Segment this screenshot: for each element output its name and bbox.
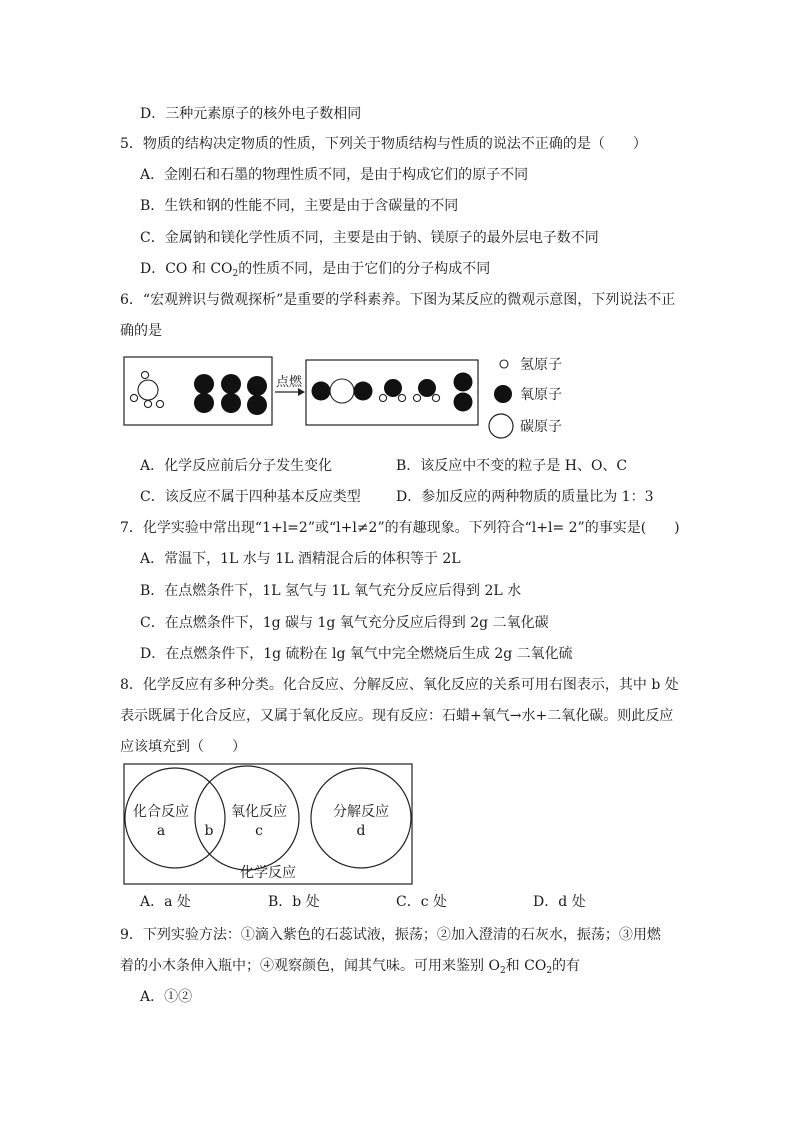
combination-label: 化合反应 [133, 804, 189, 820]
q5-stem: 5．物质的结构决定物质的性质，下列关于物质结构与性质的说法不正确的是（ ） [120, 136, 647, 152]
q6-option-d: D．参加反应的两种物质的质量比为 1：3 [396, 489, 654, 505]
q7-option-a: A．常温下，1L 水与 1L 酒精混合后的体积等于 2L [140, 551, 461, 567]
legend-oxygen-label: 氧原子 [520, 387, 562, 403]
q6-stem-line1: 6．“宏观辨识与微观探析”是重要的学科素养。下图为某反应的微观示意图，下列说法不正 [120, 292, 676, 308]
q5-option-a: A．金刚石和石墨的物理性质不同，是由于构成它们的原子不同 [140, 167, 529, 183]
q6-stem-line2: 确的是 [120, 323, 162, 339]
q8-stem-line3: 应该填充到（ ） [120, 739, 246, 755]
q8-option-c: C．c 处 [396, 894, 448, 910]
q5-option-d-sub: 2 [232, 269, 239, 279]
combination-letter: a [156, 823, 166, 839]
q5-option-d-pre: D．CO 和 CO [140, 261, 233, 277]
q9-stem-line2-post: 的有 [552, 958, 581, 974]
q7-option-d: D．在点燃条件下，1g 硫粉在 lg 氧气中完全燃烧后生成 2g 二氧化硫 [140, 646, 573, 662]
oxidation-letter: c [255, 823, 263, 839]
chemical-reaction-label: 化学反应 [240, 865, 296, 881]
q8-option-a: A．a 处 [140, 894, 191, 910]
q7-option-c: C．在点燃条件下，1g 碳与 1g 氧气充分反应后得到 2g 二氧化碳 [140, 615, 549, 631]
q5-option-b: B．生铁和钢的性能不同，主要是由于含碳量的不同 [140, 198, 459, 214]
oxidation-label: 氧化反应 [231, 804, 287, 820]
q9-option-a: A．①② [140, 989, 193, 1005]
q4-option-d: D．三种元素原子的核外电子数相同 [140, 106, 362, 122]
legend-hydrogen-label: 氢原子 [520, 357, 562, 373]
q6-option-a: A．化学反应前后分子发生变化 [140, 458, 333, 474]
arrow-label: 点燃 [275, 375, 303, 390]
q8-option-d: D．d 处 [533, 894, 586, 910]
q9-stem-line2-mid: 和 CO [505, 958, 547, 974]
q5-option-c: C．金属钠和镁化学性质不同，主要是由于钠、镁原子的最外层电子数不同 [140, 230, 599, 246]
q8-stem-line1: 8．化学反应有多种分类。化合反应、分解反应、氧化反应的关系可用右图表示，其中 b 处 [120, 677, 679, 693]
overlap-letter: b [204, 823, 214, 839]
q9-stem-line2 [120, 956, 580, 976]
q9-stem-line2-sub1: 2 [499, 966, 506, 976]
q6-option-b: B．该反应中不变的粒子是 H、O、C [396, 458, 628, 474]
q8-stem-line2: 表示既属于化合反应，又属于氧化反应。现有反应：石蜡+氧气→水+二氧化碳。则此反应 [120, 708, 674, 724]
q8-option-b: B．b 处 [268, 894, 320, 910]
q9-stem-line1: 9．下列实验方法：①滴入紫色的石蕊试液，振荡；②加入澄清的石灰水，振荡；③用燃 [120, 927, 661, 943]
decomposition-label: 分解反应 [333, 804, 389, 820]
q6-option-c: C．该反应不属于四种基本反应类型 [140, 489, 361, 505]
q9-stem-line2-sub2: 2 [546, 966, 553, 976]
q7-stem: 7．化学实验中常出现“1+l=2”或“l+l≠2”的有趣现象。下列符合“l+l= 2”的事实是( ) [120, 520, 680, 536]
q5-option-d-post: 的性质不同，是由于它们的分子构成不同 [238, 261, 491, 277]
legend-carbon-label: 碳原子 [520, 419, 562, 435]
q9-stem-line2-pre: 着的小木条伸入瓶中；④观察颜色，闻其气味。可用来鉴别 O [120, 958, 500, 974]
q7-option-b: B．在点燃条件下，1L 氢气与 1L 氧气充分反应后得到 2L 水 [140, 583, 522, 599]
decomposition-letter: d [356, 823, 366, 839]
